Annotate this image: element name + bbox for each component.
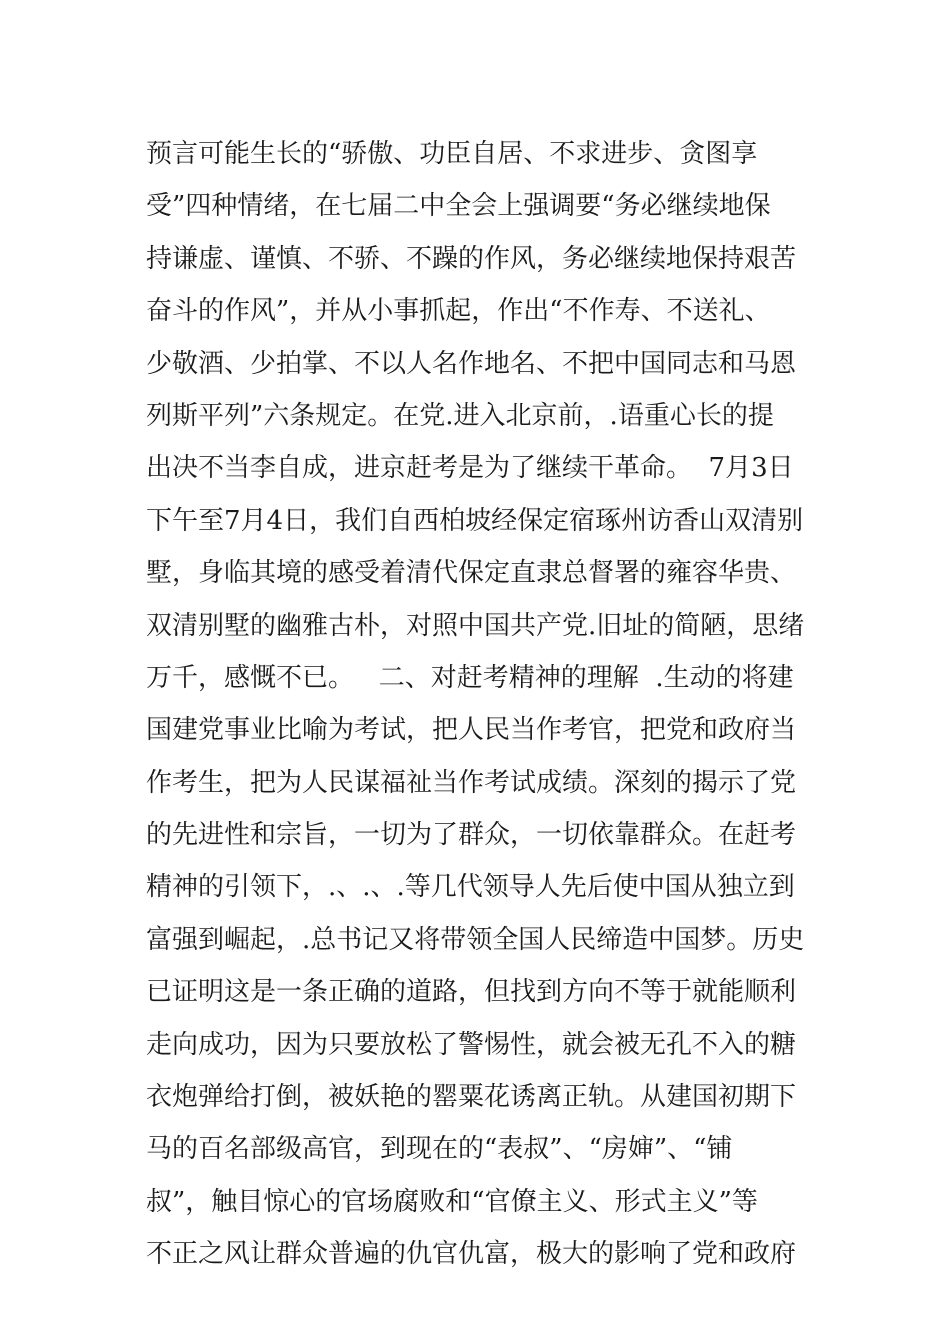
text-line: 奋斗的作风”，并从小事抓起，作出“不作寿、不送礼、 [146,296,771,327]
text-line: 持谦虚、谨慎、不骄、不躁的作风，务必继续地保持艰苦 [146,243,797,274]
text-line: 的先进性和宗旨，一切为了群众，一切依靠群众。在赶考 [146,820,797,851]
text-line: 出决不当李自成，进京赶考是为了继续干革命。 7月3日 [146,453,794,484]
text-line: 富强到崛起，.总书记又将带领全国人民缔造中国梦。历史 [146,924,805,955]
text-line: 受”四种情绪，在七届二中全会上强调要“务必继续地保 [146,191,771,222]
text-line: 少敬酒、少拍掌、不以人名作地名、不把中国同志和马恩 [146,348,797,379]
text-line: 不正之风让群众普遍的仇官仇富，极大的影响了党和政府 [146,1239,797,1270]
body-text [146,132,808,1285]
text-line: 预言可能生长的“骄傲、功臣自居、不求进步、贪图享 [146,139,758,169]
text-line: 衣炮弹给打倒，被妖艳的罂粟花诱离正轨。从建国初期下 [146,1082,797,1113]
text-line: 国建党事业比喻为考试，把人民当作考官，把党和政府当 [146,715,797,746]
text-line: 叔”，触目惊心的官场腐败和“官僚主义、形式主义”等 [146,1186,758,1217]
text-line: 走向成功，因为只要放松了警惕性，就会被无孔不入的糖 [146,1029,797,1060]
text-line: 墅，身临其境的感受着清代保定直隶总督署的雍容华贵、 [146,558,797,589]
text-line: 精神的引领下，.、.、.等几代领导人先后使中国从独立到 [146,872,795,903]
text-line: 双清别墅的幽雅古朴，对照中国共产党.旧址的简陋，思绪 [146,610,805,641]
text-line: 万千，感慨不已。 二、对赶考精神的理解 .生动的将建 [146,662,794,693]
text-line: 作考生，把为人民谋福祉当作考试成绩。深刻的揭示了党 [146,767,797,798]
text-line: 列斯平列”六条规定。在党.进入北京前，.语重心长的提 [146,400,774,431]
text-line: 已证明这是一条正确的道路，但找到方向不等于就能顺利 [146,977,797,1008]
text-line: 马的百名部级高官，到现在的“表叔”、“房婶”、“铺 [146,1134,733,1165]
text-line: 下午至7月4日，我们自西柏坡经保定宿琢州访香山双清别 [146,505,804,536]
